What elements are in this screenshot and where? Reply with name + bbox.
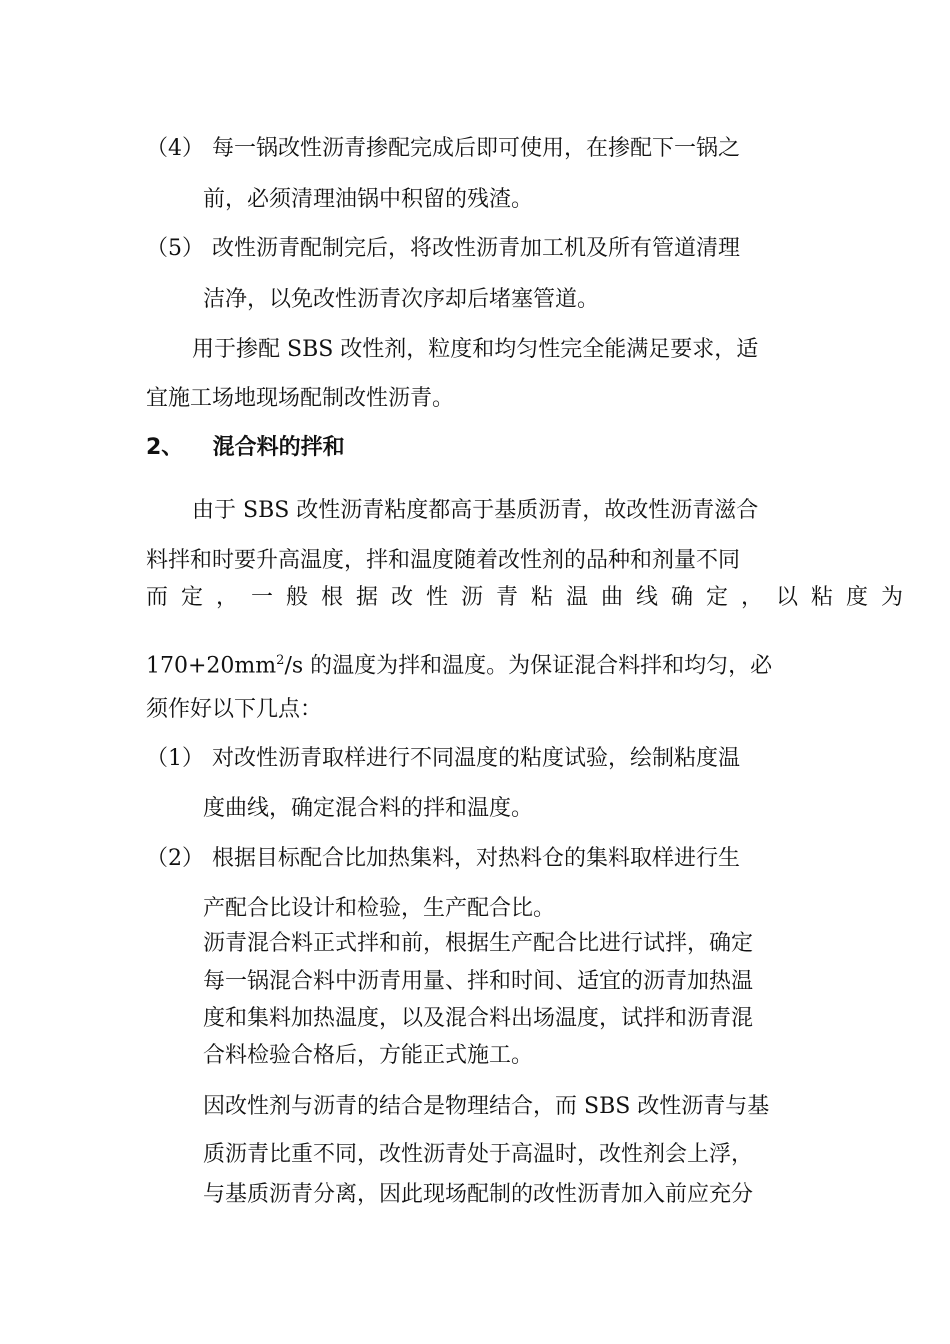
list-item-text: 每一锅改性沥青掺配完成后即可使用，在掺配下一锅之 [212,136,741,161]
list-item-text: 对改性沥青取样进行不同温度的粘度试验，绘制粘度温 [212,746,741,771]
formula-value: 170+20mm [146,653,277,679]
list-number: （2） [146,846,204,871]
list-number: （1） [146,746,204,771]
paragraph-text: /s 的温度为拌和温度。为保证混合料拌和均匀，必 [284,653,773,679]
section-title: 混合料的拌和 [212,435,345,460]
paragraph-line: 而定，一般根据改性沥青粘温曲线确定，以粘度为 [146,585,917,610]
section-number: 2、 [146,435,184,460]
list-number: （5） [146,236,204,261]
list-item-text: 合料检验合格后，方能正式施工。 [203,1043,534,1068]
list-item-text: 前，必须清理油锅中积留的残渣。 [203,187,534,212]
list-item-text: 度和集料加热温度，以及混合料出场温度，试拌和沥青混 [203,1006,754,1031]
list-item-text: 与基质沥青分离，因此现场配制的改性沥青加入前应充分 [203,1182,754,1207]
list-item-text: 根据目标配合比加热集料，对热料仓的集料取样进行生 [212,846,741,871]
list-item-text: 度曲线，确定混合料的拌和温度。 [203,796,534,821]
list-item-text: 因改性剂与沥青的结合是物理结合，而 SBS 改性沥青与基 [203,1094,770,1119]
list-item-text: 洁净，以免改性沥青次序却后堵塞管道。 [203,287,600,312]
list-number: （4） [146,136,204,161]
paragraph-line: 宜施工场地现场配制改性沥青。 [146,386,455,411]
paragraph-line: 用于掺配 SBS 改性剂，粒度和均匀性完全能满足要求，适 [192,337,759,362]
paragraph-line [146,646,773,679]
paragraph-line: 须作好以下几点： [146,697,323,722]
list-item-text: 每一锅混合料中沥青用量、拌和时间、适宜的沥青加热温 [203,969,754,994]
paragraph-line: 由于 SBS 改性沥青粘度都高于基质沥青，故改性沥青滋合 [192,498,759,523]
section-heading [146,433,345,463]
list-item-text: 产配合比设计和检验，生产配合比。 [203,896,556,921]
list-item-text: 沥青混合料正式拌和前，根据生产配合比进行试拌，确定 [203,931,754,956]
list-item-text: 质沥青比重不同，改性沥青处于高温时，改性剂会上浮， [203,1142,754,1167]
superscript: 2 [276,653,285,668]
list-item-text: 改性沥青配制完后，将改性沥青加工机及所有管道清理 [212,236,741,261]
paragraph-line: 料拌和时要升高温度，拌和温度随着改性剂的品种和剂量不同 [146,548,741,573]
